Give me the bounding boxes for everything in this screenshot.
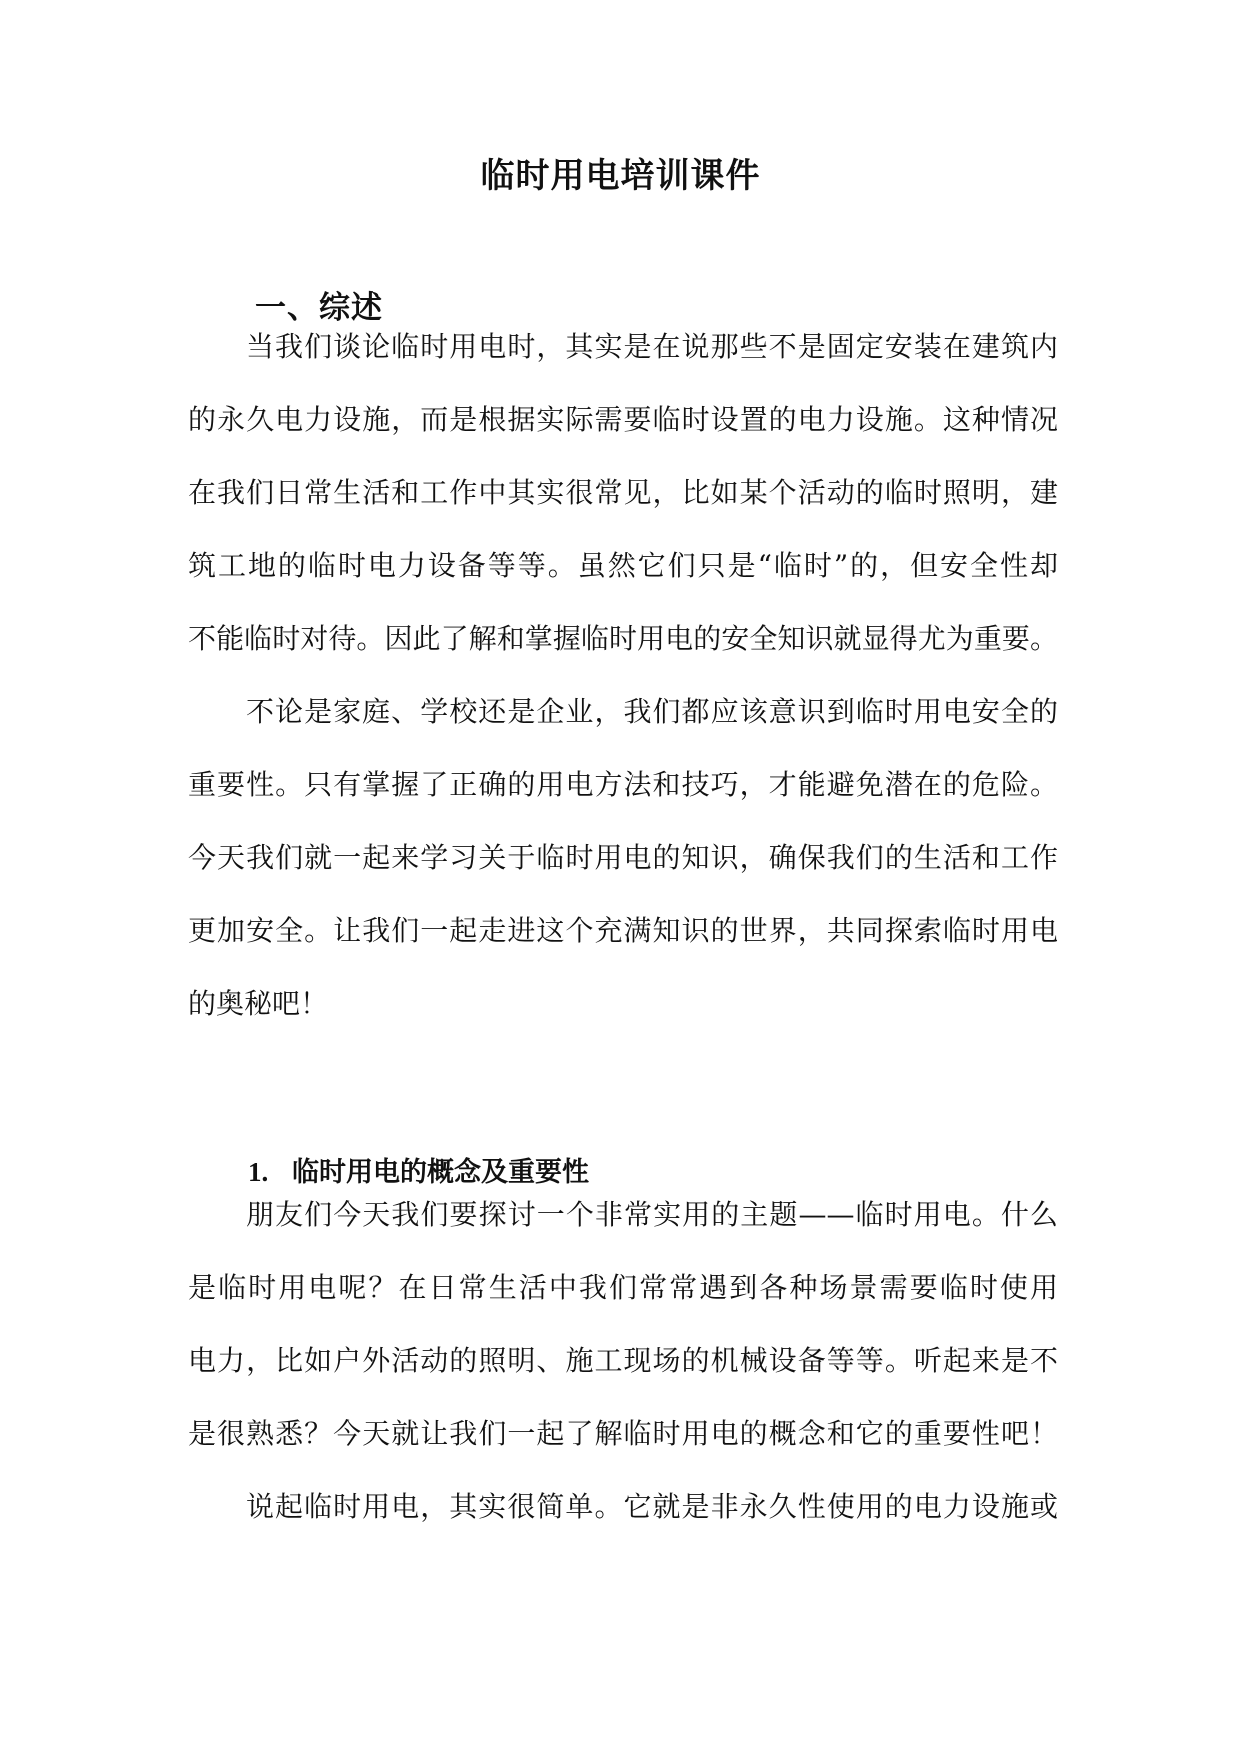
paragraph-line: 电力，比如户外活动的照明、施工现场的机械设备等等。听起来是不 [188, 1344, 1058, 1377]
paragraph-line: 朋友们今天我们要探讨一个非常实用的主题——临时用电。什么 [246, 1198, 1058, 1231]
paragraph-line: 的永久电力设施，而是根据实际需要临时设置的电力设施。这种情况 [188, 403, 1058, 436]
paragraph-line: 是临时用电呢？在日常生活中我们常常遇到各种场景需要临时使用 [188, 1271, 1058, 1304]
paragraph-line: 今天我们就一起来学习关于临时用电的知识，确保我们的生活和工作 [188, 841, 1058, 874]
document-title: 临时用电培训课件 [480, 156, 761, 196]
paragraph-line: 重要性。只有掌握了正确的用电方法和技巧，才能避免潜在的危险。 [188, 768, 1058, 801]
paragraph-line: 说起临时用电，其实很简单。它就是非永久性使用的电力设施或 [246, 1490, 1058, 1523]
subsection-number: 1. [248, 1157, 269, 1187]
subsection-title: 临时用电的概念及重要性 [292, 1157, 589, 1188]
paragraph-line: 是很熟悉？今天就让我们一起了解临时用电的概念和它的重要性吧！ [188, 1417, 1058, 1450]
paragraph-line: 不论是家庭、学校还是企业，我们都应该意识到临时用电安全的 [246, 695, 1058, 728]
paragraph-line: 不能临时对待。因此了解和掌握临时用电的安全知识就显得尤为重要。 [188, 622, 1058, 655]
section-heading: 一、综述 [255, 290, 383, 326]
subsection-heading [248, 1150, 589, 1189]
paragraph-line: 当我们谈论临时用电时，其实是在说那些不是固定安装在建筑内 [246, 330, 1058, 363]
paragraph-line: 的奥秘吧！ [188, 987, 329, 1020]
paragraph-line: 筑工地的临时电力设备等等。虽然它们只是“临时”的，但安全性却 [188, 549, 1058, 582]
paragraph-line: 更加安全。让我们一起走进这个充满知识的世界，共同探索临时用电 [188, 914, 1058, 947]
paragraph-line: 在我们日常生活和工作中其实很常见，比如某个活动的临时照明，建 [188, 476, 1058, 509]
